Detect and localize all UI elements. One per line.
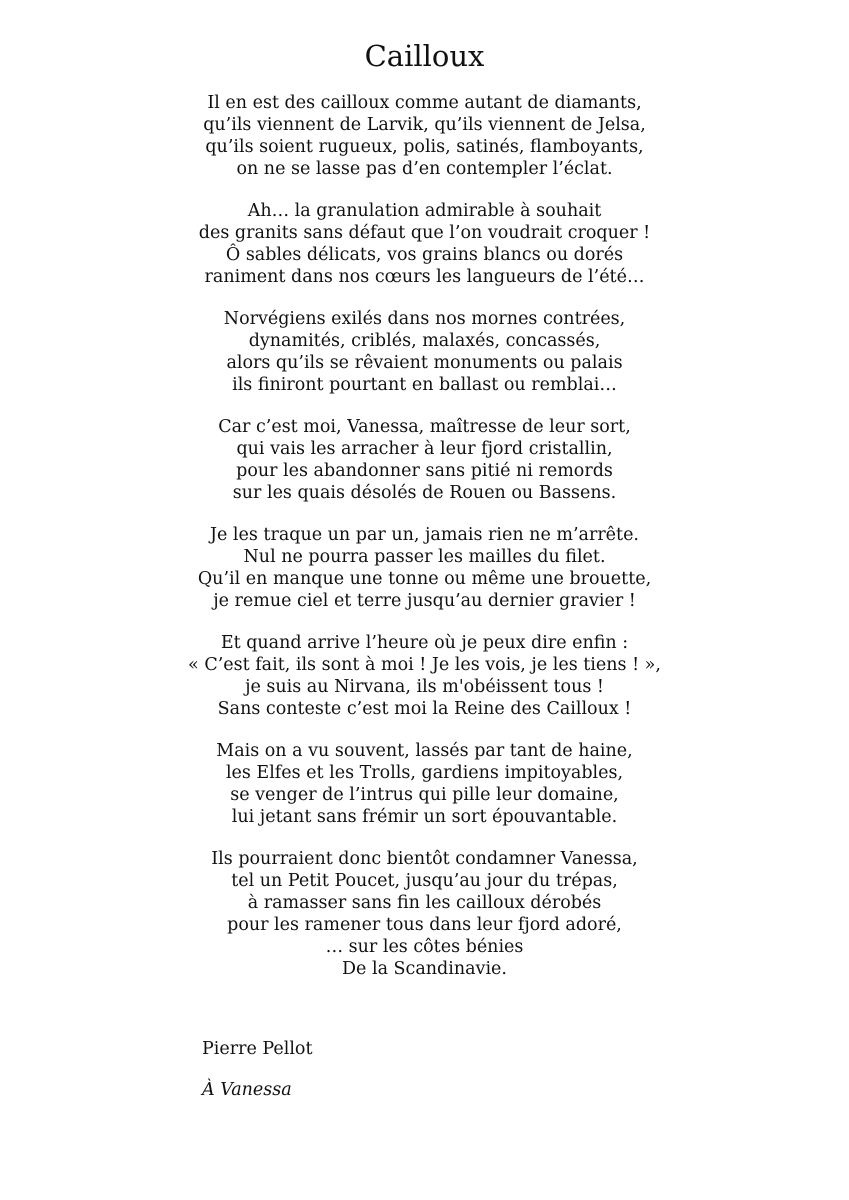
stanza-8 <box>0 848 849 980</box>
poem-line: lui jetant sans frémir un sort épouvantable. <box>231 807 618 827</box>
poem-line: Sans conteste c’est moi la Reine des Cailloux ! <box>217 699 632 719</box>
stanza-5 <box>0 524 849 612</box>
poem-line: Et quand arrive l’heure où je peux dire enfin : <box>220 633 629 653</box>
poem-line: De la Scandinavie. <box>342 959 507 979</box>
poem-line: Nul ne pourra passer les mailles du filet. <box>243 547 606 567</box>
poem-line: je suis au Nirvana, ils m'obéissent tous ! <box>245 677 604 697</box>
poem-line: alors qu’ils se rêvaient monuments ou palais <box>226 353 623 373</box>
poem-line: qu’ils viennent de Larvik, qu’ils viennent de Jelsa, <box>203 115 646 135</box>
stanza-7 <box>0 740 849 828</box>
stanza-3 <box>0 308 849 396</box>
poem-line: qui vais les arracher à leur fjord cristallin, <box>236 439 613 459</box>
stanza-6 <box>0 632 849 720</box>
poem-line: pour les abandonner sans pitié ni remords <box>236 461 613 481</box>
poem-line: des granits sans défaut que l’on voudrait croquer ! <box>198 223 651 243</box>
poem-title: Cailloux <box>364 39 485 73</box>
poem-line: Ah… la granulation admirable à souhait <box>247 201 602 221</box>
poem-line: se venger de l’intrus qui pille leur domaine, <box>230 785 619 805</box>
poem-line: Mais on a vu souvent, lassés par tant de haine, <box>216 741 633 761</box>
poem-line: Ô sables délicats, vos grains blancs ou dorés <box>225 245 624 265</box>
poem-line: les Elfes et les Trolls, gardiens impitoyables, <box>225 763 624 783</box>
poem-line: pour les ramener tous dans leur fjord adoré, <box>227 915 622 935</box>
poem-body <box>0 92 849 1000</box>
poem-line: Ils pourraient donc bientôt condamner Vanessa, <box>211 849 638 869</box>
dedication: À Vanessa <box>202 1080 292 1100</box>
poem-line: Norvégiens exilés dans nos mornes contrées, <box>223 309 626 329</box>
poem-line: je remue ciel et terre jusqu’au dernier gravier ! <box>213 591 636 611</box>
poem-line: Car c’est moi, Vanessa, maîtresse de leur sort, <box>218 417 631 437</box>
stanza-1 <box>0 92 849 180</box>
poem-line: tel un Petit Poucet, jusqu’au jour du trépas, <box>231 871 618 891</box>
stanza-2 <box>0 200 849 288</box>
author-name: Pierre Pellot <box>202 1039 313 1059</box>
poem-line: qu’ils soient rugueux, polis, satinés, flamboyants, <box>205 137 644 157</box>
poem-line: sur les quais désolés de Rouen ou Bassens. <box>232 483 617 503</box>
poem-line: raniment dans nos cœurs les langueurs de l’été… <box>204 267 645 287</box>
poem-line: on ne se lasse pas d’en contempler l’éclat. <box>236 159 613 179</box>
poem-line: « C’est fait, ils sont à moi ! Je les vois, je les tiens ! », <box>188 655 661 675</box>
poem-line: Qu’il en manque une tonne ou même une brouette, <box>197 569 652 589</box>
poem-line: Je les traque un par un, jamais rien ne m’arrête. <box>210 525 639 545</box>
poem-line: ils finiront pourtant en ballast ou remblai… <box>232 375 617 395</box>
poem-line: Il en est des cailloux comme autant de diamants, <box>207 93 642 113</box>
poem-line: dynamités, criblés, malaxés, concassés, <box>248 331 601 351</box>
stanza-4 <box>0 416 849 504</box>
poem-line: à ramasser sans fin les cailloux dérobés <box>247 893 602 913</box>
poem-line: … sur les côtes bénies <box>325 937 524 957</box>
